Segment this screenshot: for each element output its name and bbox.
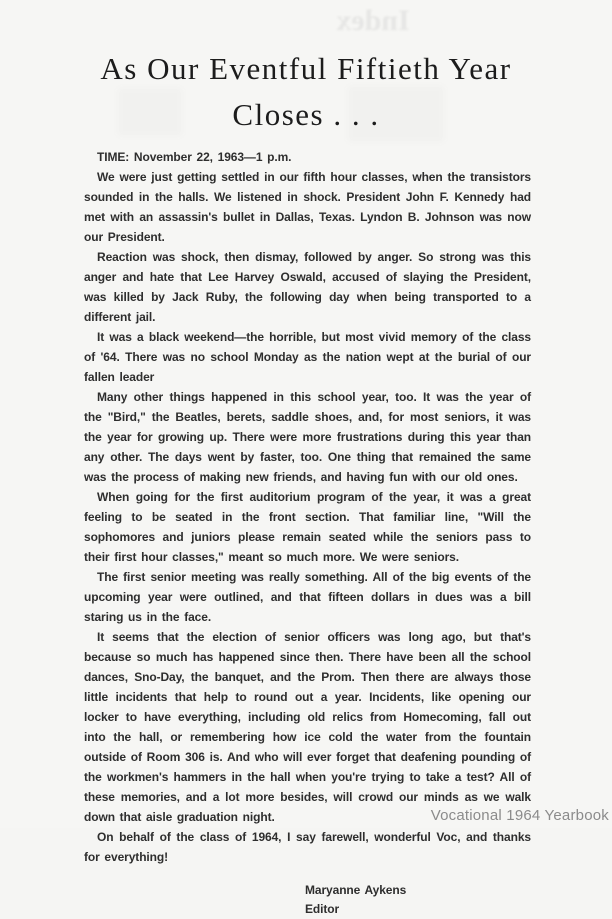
editor-name: Maryanne Aykens [305,883,407,897]
paragraph: The first senior meeting was really something. All of the big events of the upcoming year were outlined, and that fifteen dollars in dues was a bill staring us in the face. [84,570,531,624]
paragraph: It was a black weekend—the horrible, but most vivid memory of the class of '64. There was no school Monday as the nation wept at the burial of our fallen leader [84,330,531,384]
paragraph: Reaction was shock, then dismay, followed by anger. So strong was this anger and hate that Lee Harvey Oswald, accused of slaying the President, was killed by Jack Ruby, the following day when being transported to a different jail. [84,250,531,324]
source-watermark: Vocational 1964 Yearbook [430,807,609,824]
editor-role: Editor [305,902,340,916]
paragraph: We were just getting settled in our fifth hour classes, when the transistors sounded in the halls. We listened in shock. President John F. Kennedy had met with an assassin's bullet in Dallas, Texas. Lyndon B. Johnson was now our President. [84,170,531,244]
article-body [84,147,531,919]
reverse-page-showthrough-text: Index [336,4,410,37]
dateline: TIME: November 22, 1963—1 p.m. [97,150,292,164]
paragraph: It seems that the election of senior officers was long ago, but that's because so much has happened since then. There have been all the school dances, Sno-Day, the banquet, and the Prom. Then there are always those little incidents that help to round out a year. Incidents, like opening our locker to have everything, including old relics from Homecoming, fall out into the hall, or remembering how ice cold the water from the fountain outside of Room 306 is. And who will ever forget that deafening pounding of the workmen's hammers in the hall when you're trying to take a test? All of these memories, and a lot more besides, will crowd our minds as we walk down that aisle graduation night. [84,630,531,824]
page-title-line-2: Closes . . . [232,97,380,132]
page-title-line-1: As Our Eventful Fiftieth Year [100,51,512,86]
paragraph: Many other things happened in this school year, too. It was the year of the "Bird," the Beatles, berets, saddle shoes, and, for most seniors, it was the year for growing up. There were more frustrations during this year than any other. The days went by faster, too. One thing that remained the same was the process of making new friends, and having fun with our old ones. [84,390,531,484]
paragraph: On behalf of the class of 1964, I say farewell, wonderful Voc, and thanks for everything! [84,830,531,864]
signature-block [305,881,531,919]
page-title [0,46,612,138]
paragraph: When going for the first auditorium program of the year, it was a great feeling to be seated in the front section. That familiar line, "Will the sophomores and juniors please remain seated while the seniors pass to their first hour classes," meant so much more. We were seniors. [84,490,531,564]
